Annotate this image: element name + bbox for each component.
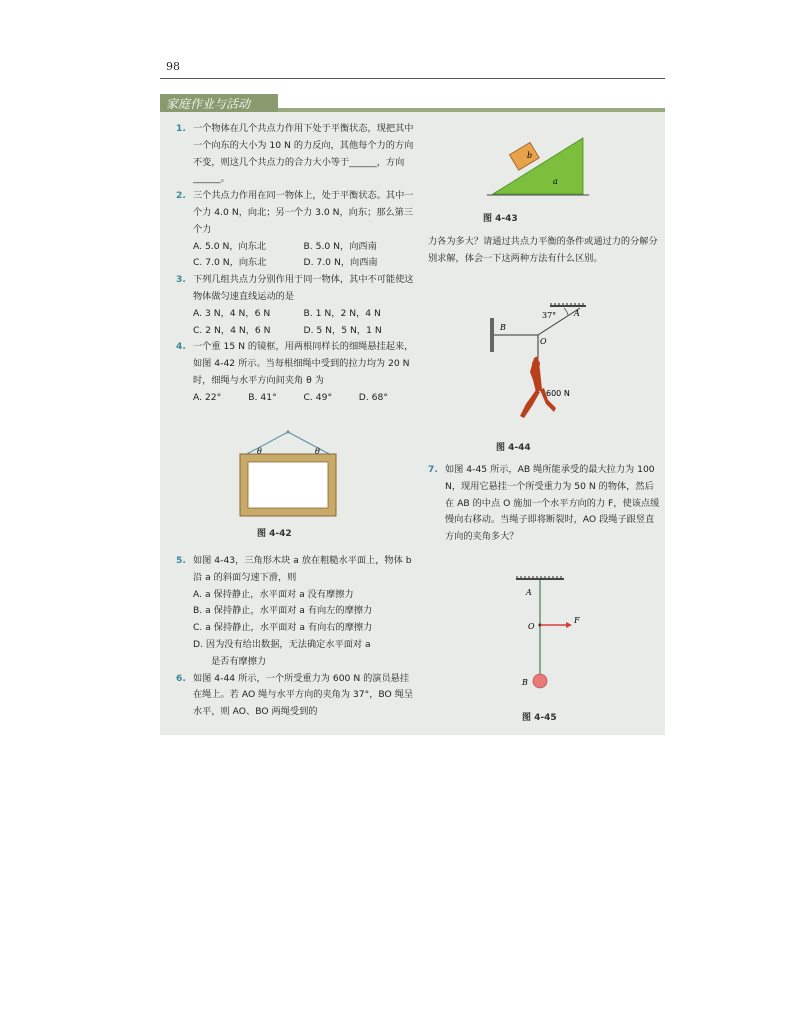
left-column-bottom: [176, 553, 414, 721]
option: A. 22°: [193, 391, 222, 403]
label-angle: 37°: [542, 311, 557, 320]
label-O: O: [540, 337, 547, 346]
option: A. 5.0 N，向东北: [193, 240, 267, 252]
force-arrowhead: [566, 622, 572, 628]
option: A. 3 N，4 N，6 N: [193, 307, 271, 319]
option: B. a 保持静止，水平面对 a 有向左的摩擦力: [193, 605, 373, 617]
question-text: 三个共点力作用在同一物体上，处于平衡状态。其中一个力 4.0 N，向北；另一个力 3.0 N，向东；那么第三个力: [193, 190, 414, 235]
figure-caption-4-44: 图 4-44: [496, 443, 531, 453]
question-number: 3.: [176, 274, 186, 286]
question-number: 6.: [176, 672, 186, 684]
figure-caption-4-43: 图 4-43: [483, 214, 518, 224]
question-text: 如图 4-44 所示，一个所受重力为 600 N 的演员悬挂在绳上。若 AO 绳与水平方向的夹角为 37°，BO 绳呈水平，则 AO、BO 两绳受到的: [193, 672, 414, 718]
figure-4-43: [485, 130, 595, 200]
label-weight: 600 N: [546, 389, 570, 398]
theta-left: θ: [257, 447, 262, 456]
option: C. 7.0 N，向东北: [193, 257, 267, 269]
question-number: 7.: [428, 464, 438, 475]
figure-4-45: [510, 573, 590, 698]
option: B. 41°: [248, 391, 277, 403]
frame-inner: [248, 462, 328, 508]
question-6-continuation: [428, 234, 660, 268]
option: C. 49°: [303, 391, 333, 403]
figure-caption-4-45: 图 4-45: [522, 713, 557, 723]
right-string: [288, 432, 333, 456]
option: D. 68°: [358, 391, 388, 403]
theta-right: θ: [315, 447, 320, 456]
option-continuation: 是否有摩擦力: [211, 655, 267, 667]
left-column-top: [176, 121, 414, 407]
page-number: 98: [166, 60, 180, 73]
label-a: a: [553, 177, 558, 186]
option: D. 7.0 N，向西南: [303, 257, 378, 269]
label-F: F: [574, 616, 580, 625]
question-text: 下列几组共点力分别作用于同一物体，其中不可能使这物体做匀速直线运动的是: [193, 274, 414, 302]
question-7-block: [428, 462, 660, 546]
label-O: O: [528, 622, 535, 631]
option: A. a 保持静止，水平面对 a 没有摩擦力: [193, 588, 354, 600]
question-7: [428, 462, 660, 546]
option: C. 2 N，4 N，6 N: [193, 324, 271, 336]
figure-caption-4-42: 图 4-42: [257, 529, 292, 539]
question-6: [176, 671, 414, 721]
block-b: [509, 142, 539, 170]
question-5: [176, 553, 414, 587]
left-string: [243, 432, 288, 456]
ball: [533, 674, 547, 688]
question-text: 如图 4-43，三角形木块 a 放在粗糙水平面上，物体 b 沿 a 的斜面匀速下滑，则: [193, 555, 412, 583]
figure-4-42: [235, 430, 345, 520]
option: D. 因为没有给出数据，无法确定水平面对 a: [193, 638, 371, 650]
option: B. 5.0 N，向西南: [303, 240, 377, 252]
label-B: B: [522, 678, 528, 687]
label-B: B: [500, 323, 506, 332]
question-number: 1.: [176, 123, 186, 134]
question-text: 一个物体在几个共点力作用下处于平衡状态，现把其中一个向东的大小为 10 N 的力反向，其他每个力的方向不变，则这几个共点力的合力大小等于______，方向______。: [193, 123, 414, 185]
label-b: b: [527, 151, 533, 160]
question-number: 2.: [176, 190, 186, 202]
question-1: [176, 121, 414, 188]
question-text: 如图 4-45 所示，AB 绳所能承受的最大拉力为 100 N，现用它悬挂一个所受重力为 50 N 的物体，然后在 AB 的中点 O 施加一个水平方向的力 F，使该点缓慢向右移动。当绳子即将断裂时，AO 段绳子跟竖直方向的夹角多大？: [445, 464, 660, 543]
question-3-options: [176, 306, 414, 340]
label-A: A: [574, 309, 580, 318]
top-rule: [160, 78, 665, 79]
option: C. a 保持静止，水平面对 a 有向右的摩擦力: [193, 622, 373, 634]
angle-arc: [564, 308, 568, 315]
question-2: [176, 188, 414, 238]
question-number: 5.: [176, 555, 186, 566]
figure-4-44: [490, 300, 600, 430]
wedge-a: [493, 138, 583, 194]
nail: [287, 431, 290, 434]
question-4: [176, 339, 414, 389]
question-text: 力各为多大？请通过共点力平衡的条件或通过力的分解分别求解，体会一下这两种方法有什么区别。: [428, 236, 658, 264]
question-2-options: [176, 239, 414, 273]
question-number: 4.: [176, 341, 186, 353]
label-A: A: [526, 588, 532, 597]
option: D. 5 N，5 N，1 N: [303, 324, 382, 336]
question-4-options: [176, 390, 414, 407]
option: B. 1 N，2 N，4 N: [303, 307, 381, 319]
section-title: 家庭作业与活动: [160, 94, 278, 114]
question-text: 一个重 15 N 的镜框，用两根同样长的细绳悬挂起来，如图 4-42 所示。当每根细绳中受到的拉力均为 20 N 时，细绳与水平方向间夹角 θ 为: [193, 341, 414, 386]
performer: [520, 356, 556, 418]
question-3: [176, 272, 414, 306]
wall: [490, 318, 494, 352]
